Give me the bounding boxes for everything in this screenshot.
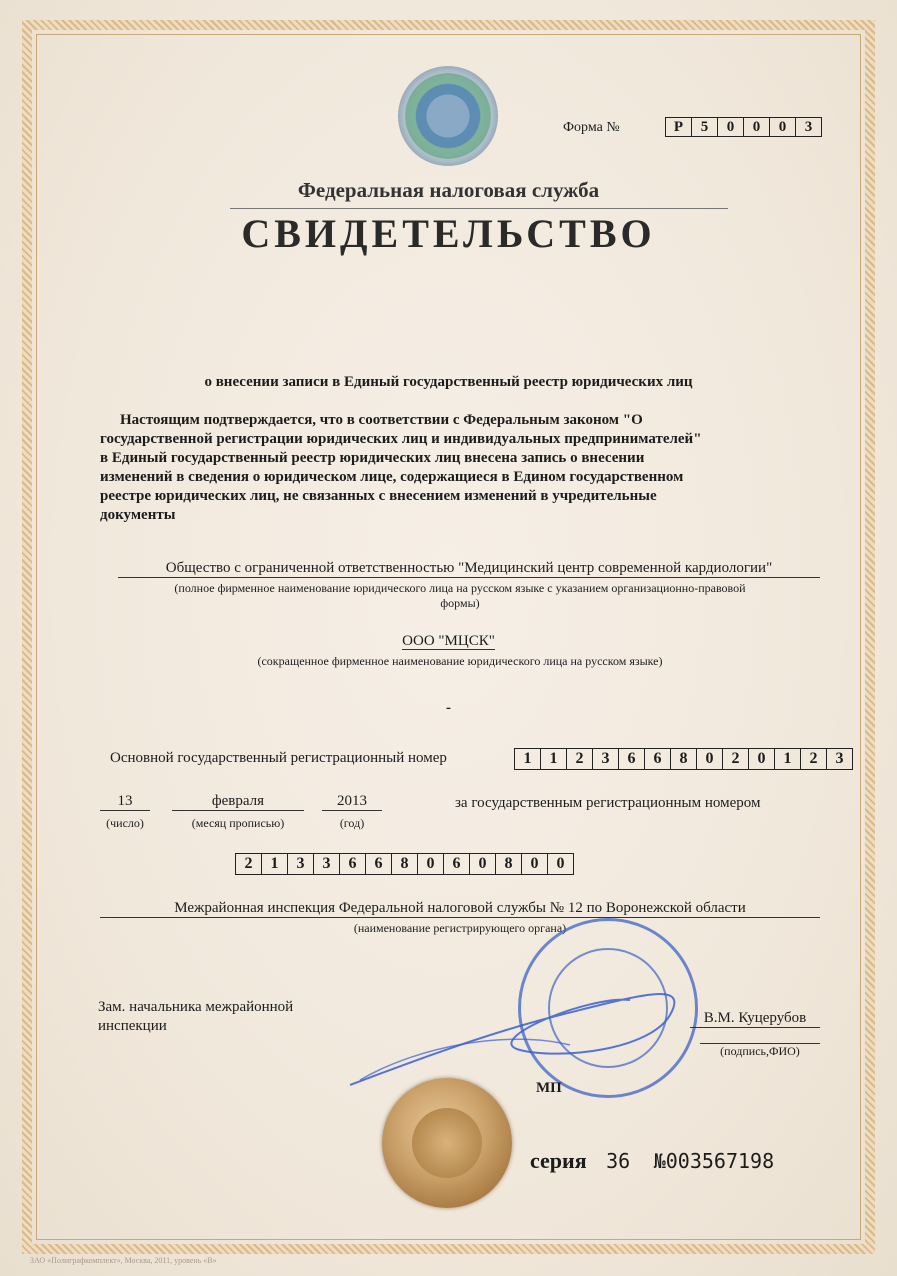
short-name-caption: (сокращенное фирменное наименование юридического лица на русском языке) [257,654,663,668]
caption-line: формы) [440,596,480,610]
month-caption: (месяц прописью) [191,816,285,830]
foreign-name-dash: - [446,700,451,716]
year-caption: (год) [339,816,365,830]
body-line: реестре юридических лиц, не связанных с внесением изменений в учредительные [100,488,657,504]
signatory-position [98,998,293,1036]
title-rule [230,208,728,209]
ogrn-cell: 0 [696,748,722,770]
short-name-value: ООО "МЦСК" [402,633,495,649]
grn-cell: 8 [391,853,417,875]
ogrn-cell: 1 [514,748,540,770]
position-line: Зам. начальника межрайонной [98,999,294,1015]
grn-cell: 0 [417,853,443,875]
form-cell: 3 [795,117,822,137]
ogrn-cell: 1 [540,748,566,770]
registration-tail: за государственным регистрационным номером [455,795,761,811]
authority-caption: (наименование регистрирующего органа) [353,921,567,935]
grn-cell: 6 [339,853,365,875]
form-label: Форма № [563,120,620,135]
signature-icon [330,975,710,1095]
signatory-name: В.М. Куцерубов [690,1010,820,1028]
grn-cell: 6 [365,853,391,875]
grn-cell: 8 [495,853,521,875]
body-line: документы [100,507,176,523]
ogrn-cell: 2 [722,748,748,770]
full-name-caption [100,581,820,611]
serial-number: №003567198 [653,1149,775,1173]
seal-core [412,1108,482,1178]
ogrn-cell: 6 [644,748,670,770]
mp-label: МП [536,1080,562,1096]
date-day: 13 [100,793,150,811]
signature-caption: (подпись,ФИО) [700,1043,820,1059]
ogrn-cell: 0 [748,748,774,770]
authority-name: Межрайонная инспекция Федеральной налоговой службы № 12 по Воронежской области [100,900,820,918]
grn-cell: 3 [287,853,313,875]
grn-cell: 0 [547,853,574,875]
date-month: февраля [172,793,304,811]
ogrn-cell: 8 [670,748,696,770]
serial-line [530,1148,774,1174]
body-line: государственной регистрации юридических лиц и индивидуальных предпринимателей" [100,431,702,447]
grn-cell: 6 [443,853,469,875]
ogrn-cell: 2 [566,748,592,770]
ogrn-cells [514,748,853,770]
hologram-emblem-icon [398,66,498,166]
grn-cell: 2 [235,853,261,875]
day-caption: (число) [106,816,144,830]
company-short-name [0,633,897,650]
grn-cells [235,853,574,875]
document-subtitle: о внесении записи в Единый государственный реестр юридических лиц [204,374,693,390]
form-number-cells [665,117,822,137]
date-year: 2013 [322,793,382,811]
form-cell: Р [665,117,691,137]
grn-cell: 1 [261,853,287,875]
body-line: изменений в сведения о юридическом лице, содержащиеся в Едином государственном [100,469,684,485]
printer-footer: ЗАО «Полиграфкомплект», Москва, 2011, уровень «В» [30,1256,217,1265]
ogrn-cell: 3 [826,748,853,770]
form-cell: 0 [717,117,743,137]
position-line: инспекции [98,1018,167,1034]
agency-name: Федеральная налоговая служба [297,178,600,202]
ogrn-cell: 2 [800,748,826,770]
grn-cell: 3 [313,853,339,875]
form-cell: 0 [769,117,795,137]
document-title: СВИДЕТЕЛЬСТВО [241,211,656,256]
ogrn-label: Основной государственный регистрационный номер [110,750,447,766]
body-line: Настоящим подтверждается, что в соответствии с Федеральным законом "О [120,412,643,428]
series-label: серия [530,1148,587,1173]
form-cell: 5 [691,117,717,137]
form-cell: 0 [743,117,769,137]
ogrn-cell: 1 [774,748,800,770]
caption-line: (полное фирменное наименование юридического лица на русском языке с указанием организационно-правовой [174,581,746,595]
company-full-name: Общество с ограниченной ответственностью "Медицинский центр современной кардиологии" [118,560,820,578]
certification-text [100,411,800,525]
series-value: 36 [606,1149,631,1173]
ogrn-cell: 3 [592,748,618,770]
ogrn-cell: 6 [618,748,644,770]
grn-cell: 0 [469,853,495,875]
body-line: в Единый государственный реестр юридических лиц внесена запись о внесении [100,450,645,466]
grn-cell: 0 [521,853,547,875]
